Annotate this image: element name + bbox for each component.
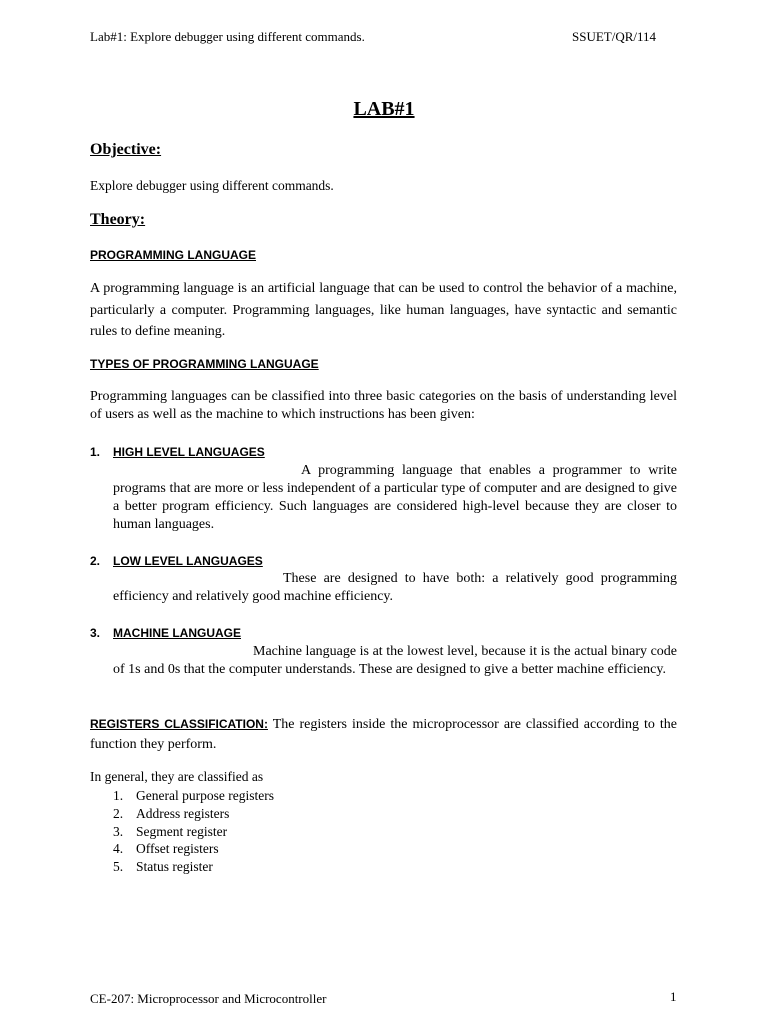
list-item-label: General purpose registers [136, 788, 274, 803]
programming-language-paragraph: A programming language is an artificial language that can be used to control the behavior of a machine, particularly a computer. Programming languages, like human languages, have syntactic and semantic rules to define meaning. [90, 281, 677, 339]
item-1-title [113, 445, 265, 459]
page-number: 1 [670, 989, 677, 1004]
page-title: LAB#1 [353, 98, 415, 120]
header-left: Lab#1: Explore debugger using different commands. [90, 29, 365, 44]
item-1-title-text: HIGH LEVEL LANGUAGES [113, 445, 265, 459]
item-3-title [113, 626, 241, 640]
list-item-number: 5. [113, 859, 124, 875]
list-item-label: Offset registers [136, 841, 219, 857]
item-2-number: 2. [90, 554, 101, 568]
item-2-title-text: LOW LEVEL LANGUAGES [113, 554, 263, 568]
list-item-label: Segment register [136, 823, 228, 839]
item-2-title [113, 554, 263, 568]
header-right: SSUET/QR/114 [572, 29, 657, 44]
registers-intro: In general, they are classified as [90, 769, 264, 784]
list-item-number: 2. [113, 805, 124, 821]
objective-text: Explore debugger using different commands. [90, 178, 334, 193]
list-item-label: Status register [136, 859, 213, 875]
list-item-number: 4. [113, 841, 124, 857]
list-item [113, 823, 274, 841]
list-item-number: 3. [113, 823, 124, 839]
registers-paragraph [90, 714, 677, 755]
list-item-label: Address registers [136, 805, 230, 821]
list-item [113, 787, 274, 805]
objective-heading: Objective: [90, 141, 162, 158]
footer-course: CE-207: Microprocessor and Microcontroller [90, 991, 327, 1006]
theory-heading: Theory: [90, 211, 146, 228]
programming-language-heading: PROGRAMMING LANGUAGE [90, 248, 256, 262]
list-item [113, 840, 274, 858]
item-1-text: A programming language that enables a programmer to write programs that are more or less independent of a particular type of computer and are designed to give a better program efficiency. Such languages are considered high-level because they are closer to human languages. [113, 463, 677, 532]
list-item [113, 805, 274, 823]
list-item [113, 858, 274, 876]
item-2-text: These are designed to have both: a relatively good programming efficiency and relatively good machine efficiency. [113, 571, 677, 604]
item-3-number: 3. [90, 626, 101, 640]
item-1-number: 1. [90, 445, 101, 459]
item-3-title-text: MACHINE LANGUAGE [113, 626, 241, 640]
types-heading: TYPES OF PROGRAMMING LANGUAGE [90, 357, 319, 371]
item-3-text: Machine language is at the lowest level, because it is the actual binary code of 1s and 0s that the computer understands. These are designed to give a better machine efficiency. [113, 644, 677, 677]
registers-text: The registers inside the microprocessor are classified according to the function they perform. [90, 717, 678, 752]
registers-list [113, 787, 274, 876]
registers-heading: REGISTERS CLASSIFICATION: [90, 717, 268, 731]
types-paragraph: Programming languages can be classified into three basic categories on the basis of understanding level of users as well as the machine to which instructions has been given: [90, 389, 677, 422]
list-item-number: 1. [113, 788, 124, 803]
